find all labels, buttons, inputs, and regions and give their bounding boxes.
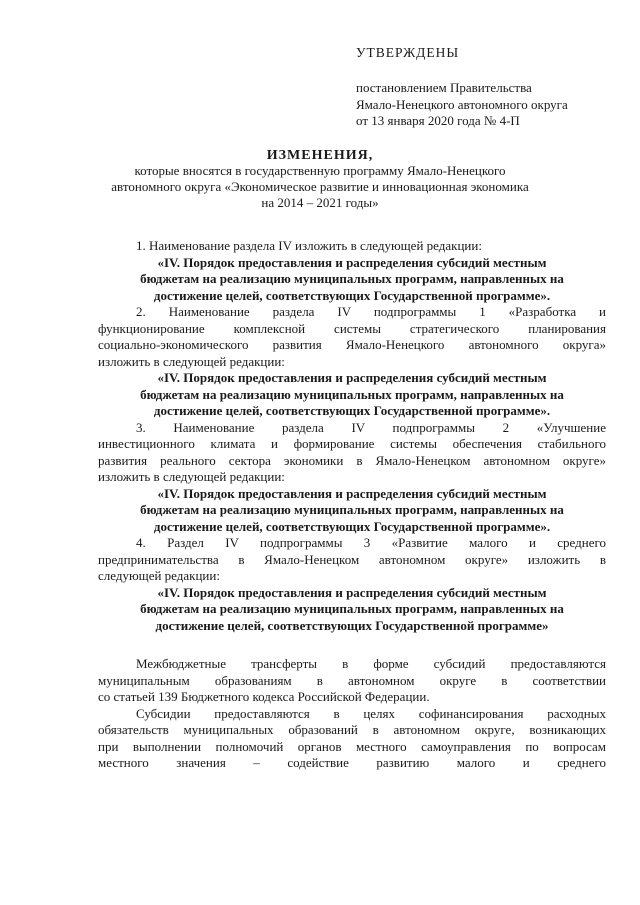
quoted-heading-line: бюджетам на реализацию муниципальных программ, направленных на bbox=[140, 502, 564, 517]
body-line: Межбюджетные трансферты в форме субсидий предоставляются bbox=[136, 656, 606, 671]
body-line: изложить в следующей редакции: bbox=[98, 353, 285, 369]
quoted-heading-line: «IV. Порядок предоставления и распределения субсидий местным bbox=[157, 254, 547, 270]
subtitle-line: на 2014 – 2021 годы» bbox=[261, 195, 379, 210]
quoted-heading-line: достижение целей, соответствующих Государственной программе». bbox=[153, 518, 551, 534]
body-line: муниципальным образованиям в автономном округе в соответствии bbox=[98, 672, 606, 688]
quoted-heading-line: достижение целей, соответствующих Государственной программе». bbox=[153, 403, 551, 418]
decree-line: от 13 января 2020 года № 4-П bbox=[356, 113, 520, 128]
body-line: предпринимательства в Ямало-Ненецком автономном округе» изложить в bbox=[98, 551, 606, 567]
quoted-heading-line: «IV. Порядок предоставления и распределения субсидий местным bbox=[157, 584, 547, 600]
quoted-heading-line: достижение целей, соответствующих Государственной программе». bbox=[153, 287, 551, 303]
quoted-heading-line: бюджетам на реализацию муниципальных программ, направленных на bbox=[140, 271, 564, 286]
body-line: при выполнении полномочий органов местного самоуправления по вопросам bbox=[98, 738, 606, 754]
body-line: следующей редакции: bbox=[98, 568, 220, 583]
subtitle-line: которые вносятся в государственную программу Ямало-Ненецкого bbox=[134, 163, 506, 178]
document-body bbox=[98, 238, 606, 772]
decree-line: постановлением Правительства bbox=[356, 80, 532, 95]
body-line: 4. Раздел IV подпрограммы 3 «Развитие малого и среднего bbox=[136, 535, 606, 550]
quoted-heading-line: «IV. Порядок предоставления и распределения субсидий местным bbox=[157, 485, 547, 501]
body-line: обязательств муниципальных образований в автономном округе, возникающих bbox=[98, 722, 606, 737]
subtitle-line: автономного округа «Экономическое развитие и инновационная экономика bbox=[111, 179, 529, 194]
decree-reference bbox=[356, 80, 568, 130]
quoted-heading-line: «IV. Порядок предоставления и распределения субсидий местным bbox=[157, 370, 547, 385]
body-line: Субсидии предоставляются в целях софинансирования расходных bbox=[136, 705, 606, 721]
quoted-heading-line: достижение целей, соответствующих Государственной программе» bbox=[155, 617, 549, 633]
quoted-heading-line: бюджетам на реализацию муниципальных программ, направленных на bbox=[140, 601, 564, 616]
document-subtitle bbox=[0, 163, 640, 211]
body-line: 2. Наименование раздела IV подпрограммы 1 «Разработка и bbox=[136, 304, 606, 319]
body-line: 3. Наименование раздела IV подпрограммы 2 «Улучшение bbox=[136, 419, 606, 435]
body-line: развития реального сектора экономики в Ямало-Ненецком автономном округе» bbox=[98, 452, 606, 468]
paragraph-gap bbox=[98, 634, 606, 656]
document-title: ИЗМЕНЕНИЯ, bbox=[266, 148, 374, 163]
body-line: функционирование комплексной системы стратегического планирования bbox=[98, 320, 606, 336]
quoted-heading-line: бюджетам на реализацию муниципальных программ, направленных на bbox=[140, 386, 564, 402]
body-line: социально-экономического развития Ямало-Ненецкого автономного округа» bbox=[98, 337, 606, 352]
approved-heading: УТВЕРЖДЕНЫ bbox=[356, 45, 460, 60]
body-line: 1. Наименование раздела IV изложить в следующей редакции: bbox=[136, 238, 482, 253]
body-line: со статьей 139 Бюджетного кодекса Российской Федерации. bbox=[98, 689, 430, 704]
body-line: изложить в следующей редакции: bbox=[98, 469, 285, 484]
body-line: местного значения – содействие развитию малого и среднего bbox=[98, 755, 606, 770]
body-line: инвестиционного климата и формирование системы обеспечения стабильного bbox=[98, 436, 606, 451]
decree-line: Ямало-Ненецкого автономного округа bbox=[356, 96, 568, 112]
